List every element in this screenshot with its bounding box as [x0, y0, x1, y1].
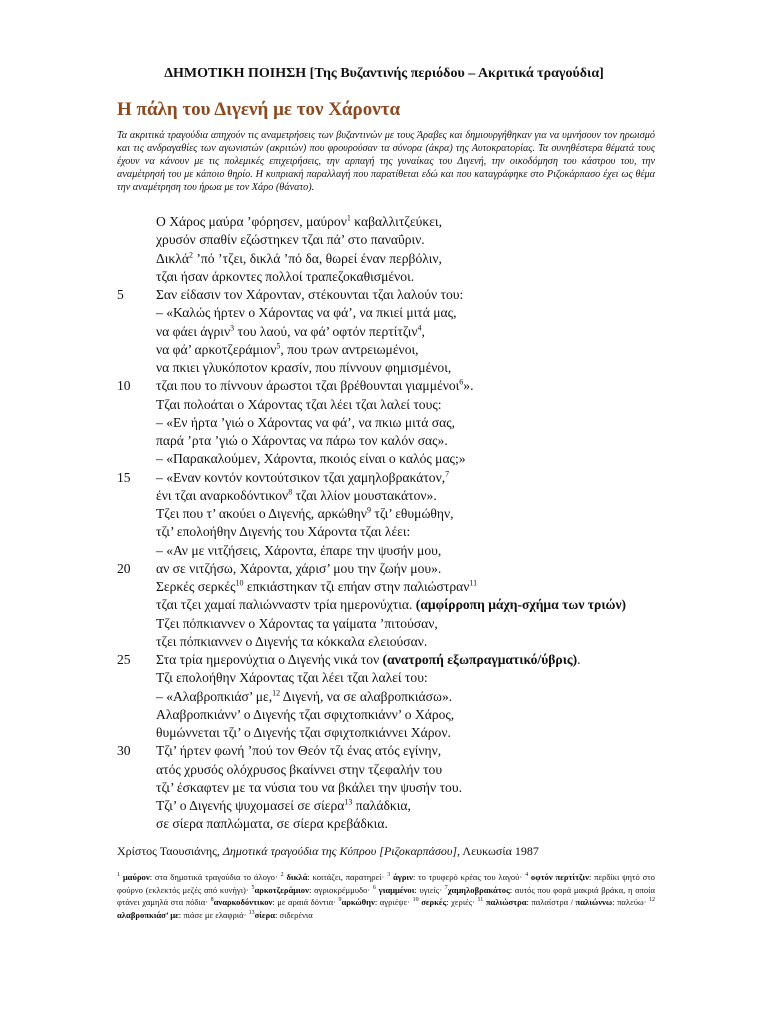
poem-line	[0, 688, 768, 706]
line-text: Ο Χάρος μαύρα ’φόρησεν, μαύρον$^1$ καβαλλιτζεύκει,	[156, 213, 442, 229]
poem-line	[0, 724, 768, 742]
line-text: Αλαβροπκιάνν’ ο Διγενής τζαι σφιχτοπκιάνν’ ο Χάρος,	[156, 706, 455, 722]
line-text: τζει πόπκιαννεν ο Διγενής τα κόκκαλα ελειούσαν.	[156, 633, 428, 649]
poem-line	[0, 414, 768, 432]
line-number: 25	[117, 652, 131, 667]
line-text: Τζι’ ο Διγενής ψυχομασεί σε σίερα$^{13}$ παλάδκια,	[156, 797, 411, 813]
poem-line	[0, 706, 768, 724]
line-text: παρά ’ρτα ’γιώ ο Χάροντας να πάρω τον καλόν σας».	[156, 433, 448, 448]
line-text: αν σε νιτζήσω, Χάροντα, χάρισ’ μου την ζωήν μου».	[156, 560, 442, 576]
line-text: – «Αν με νιτζήσεις, Χάροντα, έπαρε την ψυσήν μου,	[156, 542, 442, 558]
poem-line	[0, 560, 768, 578]
poem-line	[0, 596, 768, 614]
source-place-year: , Λευκωσία 1987	[457, 844, 539, 858]
line-text: – «Εναν κοντόν κοντούτσικον τζαι χαμηλοβρακάτον,$^7$	[156, 468, 450, 485]
poem-line	[0, 578, 768, 596]
line-text: – «Καλώς ήρτεν ο Χάροντας να φά’, να πκιεί μιτά μας,	[156, 305, 457, 321]
line-number: 10	[117, 378, 131, 394]
line-text: Σαν είδασιν τον Χάρονταν, στέκουνται τζαι λαλούν του:	[156, 287, 464, 302]
line-text: – «Εν ήρτα ’γιώ ο Χάροντας να φά’, να πκιω μιτά σας,	[156, 414, 455, 430]
source-book-title: Δημοτικά τραγούδια της Κύπρου [Ριζοκαρπάσου]	[222, 844, 458, 858]
line-text: – «Αλαβροπκιάσ’ με,$^{12}$ Διγενή, να σε αλαβροπκιάσω».	[156, 687, 453, 704]
line-text: Τζει πόπκιαννεν ο Χάροντας τα γαίματα ’πιτούσαν,	[156, 615, 438, 631]
poem-line	[0, 742, 768, 760]
poem-line	[0, 450, 768, 468]
line-text: σε σίερα παπλώματα, σε σίερα κρεβάδκια.	[156, 816, 388, 832]
poem-line	[0, 304, 768, 322]
poem-line	[0, 615, 768, 633]
line-text: θυμώννεται τζι’ ο Διγενής τζαι σφιχτοπκιάννει Χάρον.	[156, 725, 451, 740]
line-text: να φάει άγριν$^3$ του λαού, να φά’ οφτόν περτίτζιν$^4$,	[156, 322, 425, 339]
poem-line	[0, 815, 768, 833]
line-text: τζι’ έσκαφτεν με τα νύσια του να βκάλει την ψυσήν του.	[156, 779, 462, 795]
line-text: ατός χρυσός ολόχρυσος βκαίννει στην τζεφαλήν του	[156, 761, 443, 777]
poem-line	[0, 487, 768, 505]
line-text: τζαι τζει χαμαί παλιώνναστν τρία ημερονύχτια. (αμφίρροπη μάχη-σχήμα των τριών)	[156, 597, 627, 613]
page-header: ΔΗΜΟΤΙΚΗ ΠΟΙΗΣΗ [Της Βυζαντινής περιόδου – Ακριτικά τραγούδια]	[164, 66, 604, 81]
line-text: να πκιει γλυκόποτον κρασίν, που πίννουν φημισμένοι,	[156, 360, 452, 375]
poem-line	[0, 669, 768, 687]
poem-line	[0, 797, 768, 815]
line-number: 5	[117, 287, 124, 302]
line-text: τζι’ επολοήθην Διγενής του Χάροντα τζαι λέει:	[156, 524, 411, 540]
line-text: Τζει που τ’ ακούει ο Διγενής, αρκώθην$^9$ τζι’ εθυμώθην,	[156, 505, 454, 521]
line-text: Στα τρία ημερονύχτια ο Διγενής νικά τον (ανατροπή εξωπραγματικό/ύβρις).	[156, 652, 581, 667]
poem-line	[0, 396, 768, 414]
poem-line	[0, 779, 768, 797]
line-text: τζαι που το πίννουν άρωστοι τζαι βρέθουνται γιαμμένοι$^6$».	[156, 377, 474, 394]
poem-line	[0, 377, 768, 395]
line-number: 20	[117, 560, 131, 576]
poem-body	[0, 213, 768, 834]
source-author: Χρίστος Ταουσιάνης,	[117, 844, 223, 858]
poem-line	[0, 523, 768, 541]
line-number: 15	[117, 469, 131, 485]
poem-line	[0, 505, 768, 523]
line-text: τζαι ήσαν άρκοντες πολλοί τραπεζοκαθισμένοι.	[156, 268, 415, 284]
poem-line	[0, 231, 768, 249]
poem-title: Η πάλη του Διγενή με τον Χάροντα	[117, 99, 401, 120]
poem-line	[0, 286, 768, 304]
line-text: – «Παρακαλούμεν, Χάροντα, πκοιός είναι ο καλός μας;»	[156, 451, 466, 467]
line-text: Τζι επολοήθην Χάροντας τζαι λέει τζαι λαλεί του:	[156, 670, 428, 686]
poem-line	[0, 250, 768, 268]
line-text: χρυσόν σπαθίν εζώστηκεν τζαι πά’ στο παναΰριν.	[156, 232, 425, 248]
poem-line	[0, 341, 768, 359]
poem-line	[0, 359, 768, 377]
poem-line	[0, 469, 768, 487]
source-citation	[117, 844, 539, 859]
intro-paragraph: Τα ακριτικά τραγούδια απηχούν τις αναμετρήσεις των βυζαντινών με τους Άραβες και δημιουργήθηκαν για να υμνήσουν τον ηρωισμό και τις ανδραγαθίες των αγωνιστών (ακριτών) που φρουρούσαν τα σύνορα (άκρα) της Αυτοκρατορίας. Τα συνηθέστερα θέματά τους έχουν να κάνουν με τις πολεμικές επιχειρήσεις, την αρπαγή της γυναίκας του Διγενή, την οικοδόμηση του κάστρου του, την αναμέτρησή του με κάποιο θηρίο. Η κυπριακή παραλλαγή που παρατίθεται εδώ και που καταγράφηκε στο Ριζοκάρπασο έχει ως θέμα την αναμέτρηση του ήρωα με τον Χάρο (θάνατο).	[117, 130, 655, 194]
poem-line	[0, 213, 768, 231]
footnotes: $^1$ μαύρον: στα δημοτικά τραγούδια το άλογο· $^2$ δικλά: κοιτάζει, παρατηρεί· $^3$ άγριν: το τρυφερό κρέας του λαγού· $^4$ οφτόν περτίτζιν: περδίκι ψητό στο φούρνο (εκλεκτός μεζές από κυνήγι)· $^5$αρκοτζεράμιον: αγριοκρέμμυδο· $^6$ γιαμμένοι: υγιείς· $^7$χαμηλοβρακάτος: αυτός που φορά μακριά βράκα, η οποία φτάνει χαμηλά στα πόδια· $^8$αναρκοδόντικον: με αραιά δόντια· $^9$αρκώθην: αγριέψε· $^{10}$ σερκές: χεριές· $^{11}$ παλιώστρα: παλαίστρα / παλιώννω: παλεύω· $^{12}$ αλαβροπκιάσ’ με: πιάσε με ελαφριά· $^{13}$σίερα: σιδερένια	[117, 872, 655, 921]
poem-line	[0, 633, 768, 651]
poem-line	[0, 323, 768, 341]
poem-line	[0, 761, 768, 779]
line-text: Τζι’ ήρτεν φωνή ’πού τον Θεόν τζι ένας ατός εγίνην,	[156, 743, 442, 759]
line-text: Τζαι πολοάται ο Χάροντας τζαι λέει τζαι λαλεί τους:	[156, 396, 442, 412]
line-text: να φά’ αρκοτζεράμιον$^5$, που τρων αντρειωμένοι,	[156, 341, 419, 357]
poem-line	[0, 542, 768, 560]
poem-line	[0, 268, 768, 286]
line-text: ένι τζαι αναρκοδόντικον$^8$ τζαι λλίον μουστακάτον».	[156, 487, 437, 503]
poem-line	[0, 432, 768, 450]
line-text: Δικλά$^2$ ’πό ’τζει, δικλά ’πό δα, θωρεί έναν περβόλιν,	[156, 249, 442, 266]
line-number: 30	[117, 743, 131, 759]
line-text: Σερκές σερκές$^{10}$ επκιάστηκαν τζι επήαν στην παλιώστραν$^{11}$	[156, 578, 478, 594]
poem-line	[0, 651, 768, 669]
